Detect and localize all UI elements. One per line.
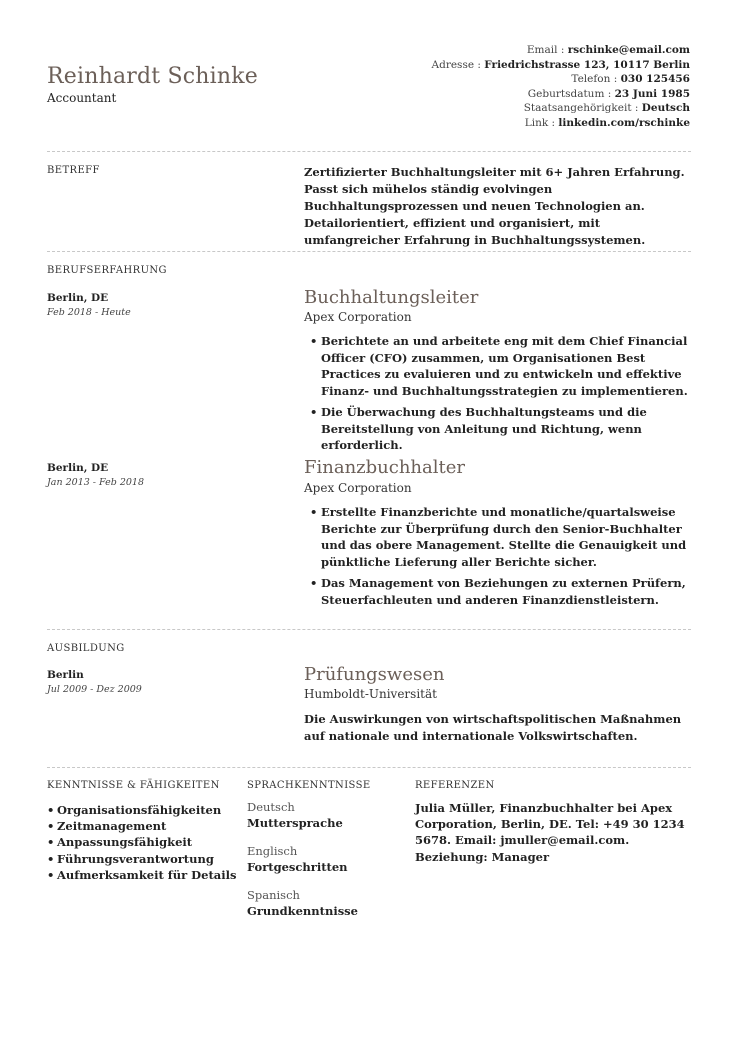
section-title-skills: KENNTNISSE & FÄHIGKEITEN <box>47 780 220 791</box>
section-title-betreff: BETREFF <box>47 165 100 176</box>
divider <box>47 251 691 252</box>
divider <box>47 767 691 768</box>
job-title: Finanzbuchhalter <box>304 457 466 478</box>
email-link[interactable]: rschinke@email.com <box>567 44 690 56</box>
language-level: Fortgeschritten <box>247 860 348 874</box>
job-dates: Feb 2018 - Heute <box>47 307 131 318</box>
education-location: Berlin <box>47 669 84 681</box>
language-level: Grundkenntnisse <box>247 904 358 918</box>
language-name: Spanisch <box>247 888 300 902</box>
job-title: Buchhaltungsleiter <box>304 287 479 308</box>
contact-birthdate: Geburtsdatum : 23 Juni 1985 <box>527 87 690 100</box>
list-item: • Berichtete an und arbeitete eng mit dem Chief Financial Officer (CFO) zusammen, um Organisationen Best Practices zu evaluieren und zu entwickeln und effektive Finanz- und Buchhaltungsstrategien zu implementieren. <box>304 333 696 399</box>
language-name: Deutsch <box>247 800 295 814</box>
language-level: Muttersprache <box>247 816 343 830</box>
education-description: Die Auswirkungen von wirtschaftspolitischen Maßnahmen auf nationale und internationale Volkswirtschaften. <box>304 712 682 743</box>
list-item: • Führungsverantwortung <box>47 851 236 867</box>
contact-email: Email : rschinke@email.com <box>526 44 690 56</box>
list-item: • Zeitmanagement <box>47 818 236 834</box>
contact-link: Link : linkedin.com/rschinke <box>524 116 690 129</box>
contact-block <box>432 43 690 131</box>
divider <box>47 151 691 152</box>
list-item: • Aufmerksamkeit für Details <box>47 867 236 883</box>
candidate-name: Reinhardt Schinke <box>47 64 259 89</box>
job-location: Berlin, DE <box>47 462 109 474</box>
skills-list <box>47 802 236 883</box>
list-item: • Anpassungsfähigkeit <box>47 834 236 850</box>
education-dates: Jul 2009 - Dez 2009 <box>47 684 142 695</box>
section-title-references: REFERENZEN <box>415 780 495 791</box>
contact-nationality: Staatsangehörigkeit : Deutsch <box>523 102 690 115</box>
job-company: Apex Corporation <box>304 481 412 495</box>
language-entry <box>247 843 348 875</box>
section-title-education: AUSBILDUNG <box>47 643 125 654</box>
language-name: Englisch <box>247 844 298 858</box>
job-bullets <box>304 333 696 459</box>
section-title-languages: SPRACHKENNTNISSE <box>247 780 371 791</box>
section-title-experience: BERUFSERFAHRUNG <box>47 265 167 276</box>
language-entry <box>247 799 343 831</box>
education-degree: Prüfungswesen <box>304 664 445 685</box>
list-item: • Das Management von Beziehungen zu externen Prüfern, Steuerfachleuten und anderen Finanzdienstleistern. <box>304 575 696 608</box>
summary-text: Zertifizierter Buchhaltungsleiter mit 6+ Jahren Erfahrung. Passt sich mühelos ständig evolvingen Buchhaltungsprozessen und neuen Technologien an. Detailorientiert, effizient und organisiert, mit umfangreicher Erfahrung in Buchhaltungssystemen. <box>304 165 685 247</box>
list-item: • Organisationsfähigkeiten <box>47 802 236 818</box>
divider <box>47 629 691 630</box>
education-school: Humboldt-Universität <box>304 687 437 701</box>
list-item: • Die Überwachung des Buchhaltungsteams und die Bereitstellung von Anleitung und Richtung, wenn erforderlich. <box>304 404 696 454</box>
linkedin-link[interactable]: linkedin.com/rschinke <box>558 116 690 129</box>
candidate-role: Accountant <box>47 91 117 105</box>
list-item: • Erstellte Finanzberichte und monatliche/quartalsweise Berichte zur Überprüfung durch den Senior-Buchhalter und das obere Management. Stellte die Genauigkeit und pünktliche Lieferung aller Berichte sicher. <box>304 504 696 570</box>
contact-phone: Telefon : 030 125456 <box>571 73 690 86</box>
job-bullets <box>304 504 696 613</box>
contact-address: Adresse : Friedrichstrasse 123, 10117 Berlin <box>431 58 690 71</box>
job-company: Apex Corporation <box>304 310 412 324</box>
language-entry <box>247 887 358 919</box>
job-location: Berlin, DE <box>47 292 109 304</box>
references-text: Julia Müller, Finanzbuchhalter bei Apex Corporation, Berlin, DE. Tel: +49 30 1234 5678. Email: jmuller@email.com. Beziehung: Manager <box>415 801 685 864</box>
job-dates: Jan 2013 - Feb 2018 <box>47 477 145 488</box>
